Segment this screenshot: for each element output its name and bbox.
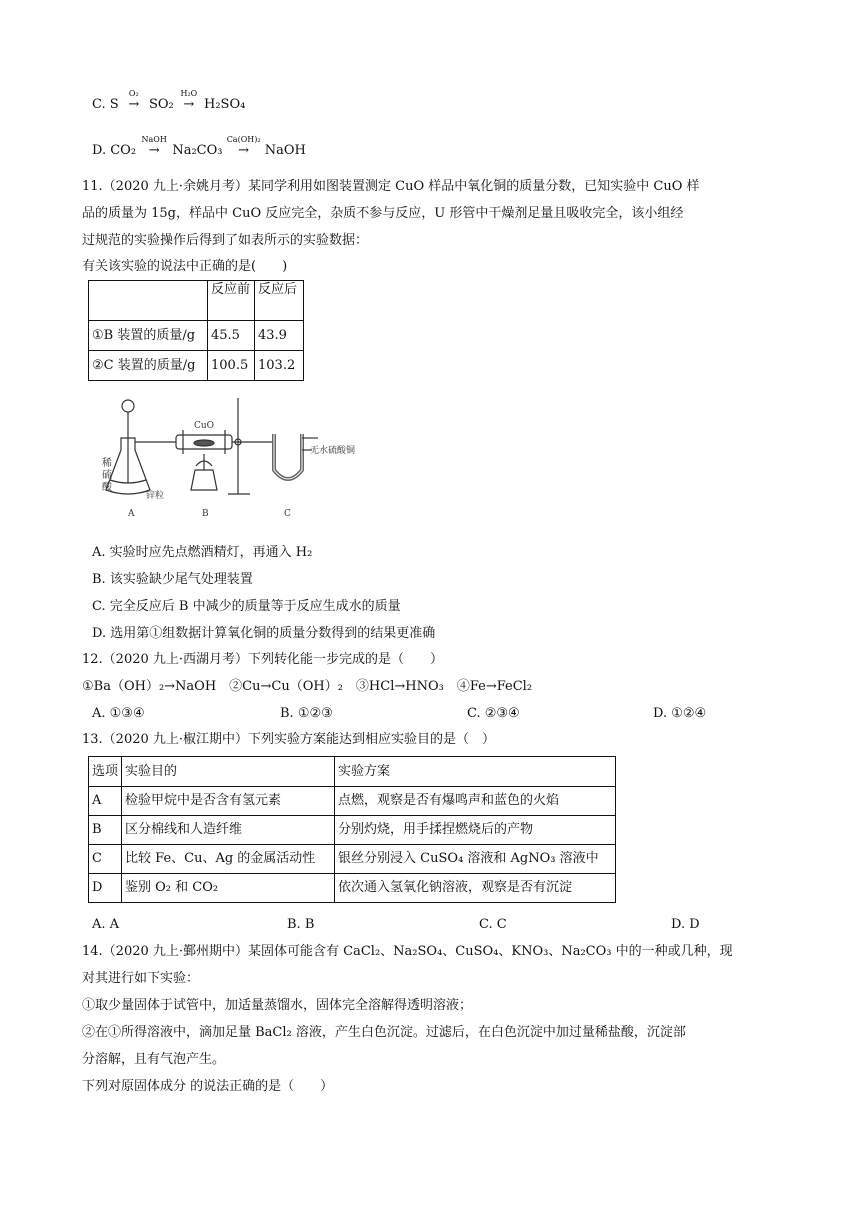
table-cell: 区分棉线和人造纤维 [122, 816, 335, 845]
q14-step-2-cont: 分溶解，且有气泡产生。 [82, 1052, 226, 1067]
q14-step-2: ②在①所得溶液中，滴加足量 BaCl₂ 溶液，产生白色沉淀。过滤后，在白色沉淀中加过量稀盐酸，沉淀部 [82, 1025, 686, 1040]
table-cell: ②C 装置的质量/g [89, 351, 208, 381]
label-acid-3: 酸 [102, 482, 112, 493]
q13-option-d: D. D [671, 917, 700, 932]
condition: O₂ [128, 89, 139, 98]
q13-option-a: A. A [92, 917, 120, 932]
product: H₂SO₄ [204, 97, 246, 112]
q11-option-b: B. 该实验缺少尾气处理装置 [92, 572, 253, 587]
q12-option-b: B. ①②③ [280, 706, 333, 721]
q11-stem-line: 11.（2020 九上·余姚月考）某同学利用如图装置测定 CuO 样品中氧化铜的质量分数，已知实验中 CuO 样 [82, 179, 700, 194]
q11-stem-line: 过规范的实验操作后得到了如表所示的实验数据： [82, 233, 369, 248]
table-cell: A [89, 787, 122, 816]
table-cell: ①B 装置的质量/g [89, 321, 208, 351]
reaction-arrow: NaOH → [140, 142, 168, 160]
label-acid-2: 硫 [102, 470, 112, 481]
q11-data-table [88, 280, 304, 381]
q13-table [88, 756, 616, 903]
table-header: 选项 [89, 757, 122, 787]
table-cell: 检验甲烷中是否含有氢元素 [122, 787, 335, 816]
condition: NaOH [141, 135, 167, 144]
q14-stem-line: 对其进行如下实验： [82, 971, 200, 986]
table-header: 实验方案 [335, 757, 616, 787]
q11-question: 有关该实验的说法中正确的是( ) [82, 259, 288, 274]
q14-question: 下列对原固体成分 的说法正确的是（ ） [82, 1079, 334, 1094]
reaction-arrow: Ca(OH)₂ → [227, 142, 261, 160]
table-cell: 100.5 [208, 351, 255, 381]
table-cell: 45.5 [208, 321, 255, 351]
table-cell: 点燃，观察是否有爆鸣声和蓝色的火焰 [335, 787, 616, 816]
reaction-arrow: O₂ → [123, 96, 145, 114]
q12-option-a: A. ①③④ [92, 706, 145, 721]
q13-option-b: B. B [287, 917, 315, 932]
table-cell: 比较 Fe、Cu、Ag 的金属活动性 [122, 845, 335, 874]
table-cell: C [89, 845, 122, 874]
q13-option-c: C. C [479, 917, 507, 932]
label-b: B [202, 509, 209, 519]
option-label: C. S [92, 97, 119, 112]
q12-stem: 12.（2020 九上·西湖月考）下列转化能一步完成的是（ ） [82, 652, 444, 667]
q10-option-c [92, 89, 246, 114]
q10-option-d [92, 135, 306, 160]
condition: Ca(OH)₂ [226, 135, 261, 144]
condition: H₂O [180, 89, 198, 98]
label-cuso4: 无水硫酸铜 [310, 446, 356, 456]
table-header [89, 281, 208, 321]
q12-option-d: D. ①②④ [653, 706, 707, 721]
product: SO₂ [148, 97, 174, 112]
q12-items: ①Ba（OH）₂→NaOH ②Cu→Cu（OH）₂ ③HCl→HNO₃ ④Fe→FeCl₂ [82, 679, 533, 694]
table-header: 反应后 [255, 281, 304, 321]
table-header: 反应前 [208, 281, 255, 321]
product: NaOH [264, 143, 306, 158]
label-c: C [284, 509, 291, 519]
q11-option-a: A. 实验时应先点燃酒精灯，再通入 H₂ [92, 545, 313, 560]
table-cell: D [89, 874, 122, 903]
q14-step-1: ①取少量固体于试管中，加适量蒸馏水，固体完全溶解得透明溶液； [82, 998, 473, 1013]
q12-option-c: C. ②③④ [467, 706, 520, 721]
q11-stem-line: 品的质量为 15g，样品中 CuO 反应完全，杂质不参与反应，U 形管中干燥剂足量且吸收完全，该小组经 [82, 206, 684, 221]
q14-stem-line: 14.（2020 九上·鄞州期中）某固体可能含有 CaCl₂、Na₂SO₄、CuSO₄、KNO₃、Na₂CO₃ 中的一种或几种，现 [82, 944, 733, 959]
table-cell: 43.9 [255, 321, 304, 351]
q11-option-d: D. 选用第①组数据计算氧化铜的质量分数得到的结果更准确 [92, 626, 436, 641]
table-cell: 103.2 [255, 351, 304, 381]
label-cuo: CuO [194, 421, 215, 431]
table-cell: 银丝分别浸入 CuSO₄ 溶液和 AgNO₃ 溶液中 [335, 845, 616, 874]
table-cell: B [89, 816, 122, 845]
q13-stem: 13.（2020 九上·椒江期中）下列实验方案能达到相应实验目的是（ ） [82, 732, 496, 747]
q11-option-c: C. 完全反应后 B 中减少的质量等于反应生成水的质量 [92, 599, 401, 614]
reaction-arrow: H₂O → [178, 96, 200, 114]
table-cell: 分别灼烧，用手揉捏燃烧后的产物 [335, 816, 616, 845]
option-label: D. CO₂ [92, 143, 137, 158]
apparatus-figure [88, 388, 368, 523]
table-header: 实验目的 [122, 757, 335, 787]
label-zinc: 锌粒 [146, 491, 165, 501]
product: Na₂CO₃ [172, 143, 223, 158]
label-a: A [128, 509, 135, 519]
table-cell: 依次通入氢氧化钠溶液，观察是否有沉淀 [335, 874, 616, 903]
table-cell: 鉴别 O₂ 和 CO₂ [122, 874, 335, 903]
label-acid-1: 稀 [102, 458, 112, 469]
